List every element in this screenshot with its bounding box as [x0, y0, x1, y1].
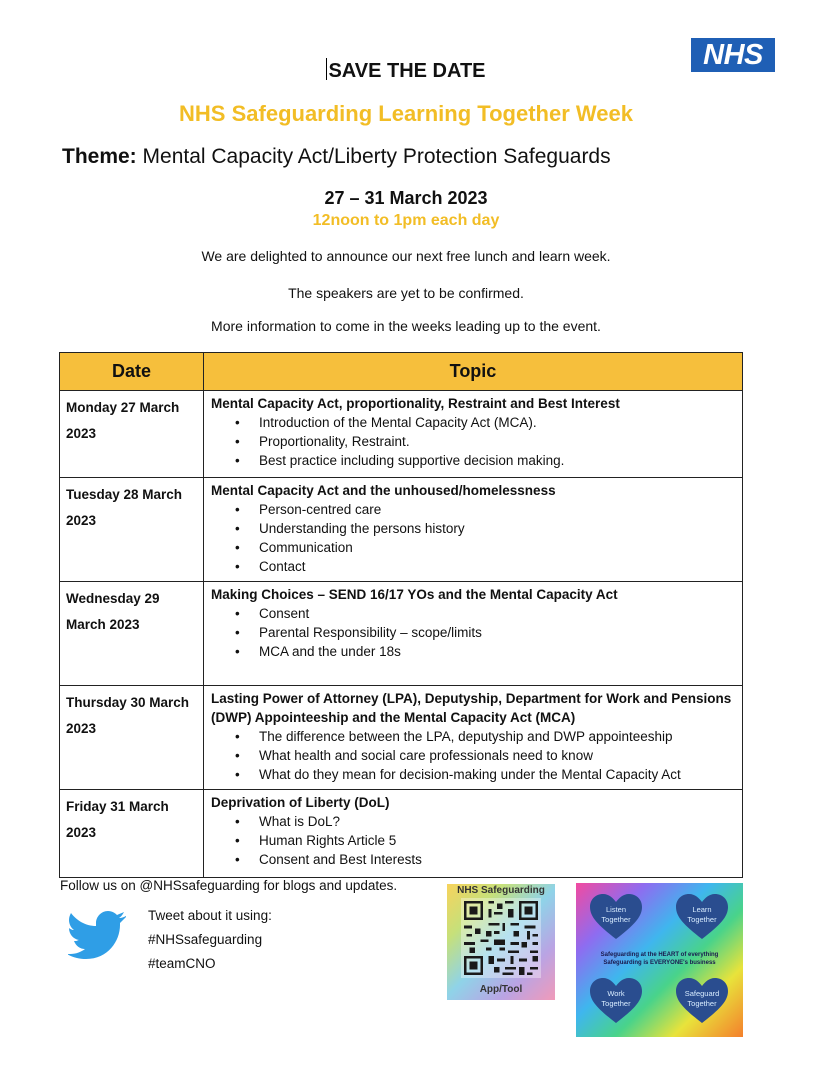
row-topic: [204, 790, 743, 878]
twitter-bird-icon: [68, 910, 128, 964]
slogan-line: Safeguarding is EVERYONE's business: [603, 960, 716, 966]
theme-text: Mental Capacity Act/Liberty Protection Safeguards: [142, 145, 611, 168]
topic-title: Making Choices – SEND 16/17 YOs and the Mental Capacity Act: [211, 587, 618, 602]
column-header-topic: Topic: [204, 353, 743, 391]
row-date: Tuesday 28 March 2023: [60, 478, 204, 582]
topic-bullets: [211, 812, 736, 869]
heart-label: Together: [601, 999, 631, 1008]
slogan-line: Safeguarding at the HEART of everything: [600, 952, 719, 958]
list-item: • What do they mean for decision-making under the Mental Capacity Act: [235, 765, 736, 784]
row-topic: [204, 686, 743, 790]
nhs-logo: NHS: [691, 38, 775, 72]
event-name: NHS Safeguarding Learning Together Week: [179, 101, 633, 126]
row-date: Thursday 30 March 2023: [60, 686, 204, 790]
qr-code-icon: [456, 898, 546, 978]
hashtag: #NHSsafeguarding: [148, 932, 263, 947]
list-item: • Parental Responsibility – scope/limits: [235, 623, 736, 642]
theme-label: Theme:: [62, 145, 137, 168]
list-item: • Contact: [235, 557, 736, 576]
heart-listen: [588, 893, 644, 941]
column-header-date: Date: [60, 353, 204, 391]
list-item: • Introduction of the Mental Capacity Act (MCA).: [235, 413, 736, 432]
topic-bullets: [211, 500, 736, 576]
event-dates: 27 – 31 March 2023: [324, 188, 488, 208]
heart-safeguard: [674, 977, 730, 1025]
intro-line: More information to come in the weeks leading up to the event.: [211, 318, 601, 334]
topic-title: Mental Capacity Act, proportionality, Restraint and Best Interest: [211, 396, 620, 411]
heart-label: Learn: [692, 905, 712, 914]
list-item: • Proportionality, Restraint.: [235, 432, 736, 451]
table-header-row: [60, 353, 743, 391]
row-topic: [204, 391, 743, 478]
heart-work: [588, 977, 644, 1025]
table-row: [60, 478, 743, 582]
heart-label: Work: [607, 989, 625, 998]
list-item: • Best practice including supportive decision making.: [235, 451, 736, 470]
topic-title: Mental Capacity Act and the unhoused/homelessness: [211, 483, 556, 498]
save-the-date-text: SAVE THE DATE: [328, 60, 486, 82]
qr-title: NHS Safeguarding: [457, 885, 545, 896]
list-item: • What health and social care professionals need to know: [235, 746, 736, 765]
poster-slogan: [582, 951, 737, 967]
row-topic: [204, 582, 743, 686]
topic-bullets: [211, 413, 736, 470]
list-item: • Consent: [235, 604, 736, 623]
table-row: [60, 582, 743, 686]
hashtag: #teamCNO: [148, 956, 216, 971]
list-item: • Communication: [235, 538, 736, 557]
schedule-table: [59, 352, 743, 878]
heart-label: Together: [687, 999, 717, 1008]
table-row: [60, 686, 743, 790]
list-item: • The difference between the LPA, deputyship and DWP appointeeship: [235, 727, 736, 746]
list-item: • MCA and the under 18s: [235, 642, 736, 661]
heart-label: Listen: [605, 905, 626, 914]
list-item: • Human Rights Article 5: [235, 831, 736, 850]
save-the-date-heading: [0, 58, 812, 83]
qr-code-card: [447, 884, 555, 1000]
topic-bullets: [211, 727, 736, 784]
intro-line: The speakers are yet to be confirmed.: [288, 285, 524, 301]
topic-bullets: [211, 604, 736, 661]
row-date: Monday 27 March 2023: [60, 391, 204, 478]
heart-learn: [674, 893, 730, 941]
event-hours: 12noon to 1pm each day: [312, 212, 500, 229]
list-item: • Person-centred care: [235, 500, 736, 519]
heart-label: Safeguard: [684, 989, 720, 998]
table-row: [60, 790, 743, 878]
topic-title: Deprivation of Liberty (DoL): [211, 795, 390, 810]
row-topic: [204, 478, 743, 582]
theme-line: [62, 145, 611, 169]
row-date: Wednesday 29 March 2023: [60, 582, 204, 686]
intro-line: We are delighted to announce our next free lunch and learn week.: [201, 248, 611, 264]
heart-label: Together: [601, 915, 631, 924]
list-item: • Understanding the persons history: [235, 519, 736, 538]
safeguarding-poster: [576, 883, 743, 1037]
tweet-info: [148, 904, 272, 976]
topic-title: Lasting Power of Attorney (LPA), Deputyship, Department for Work and Pensions (DWP) Appointeeship and the Mental Capacity Act (MCA): [211, 691, 732, 725]
list-item: • Consent and Best Interests: [235, 850, 736, 869]
list-item: • What is DoL?: [235, 812, 736, 831]
tweet-line: Tweet about it using:: [148, 908, 272, 923]
qr-footer: App/Tool: [479, 984, 523, 995]
row-date: Friday 31 March 2023: [60, 790, 204, 878]
follow-us-text: Follow us on @NHSsafeguarding for blogs and updates.: [60, 878, 398, 893]
heart-label: Together: [687, 915, 717, 924]
table-row: [60, 391, 743, 478]
